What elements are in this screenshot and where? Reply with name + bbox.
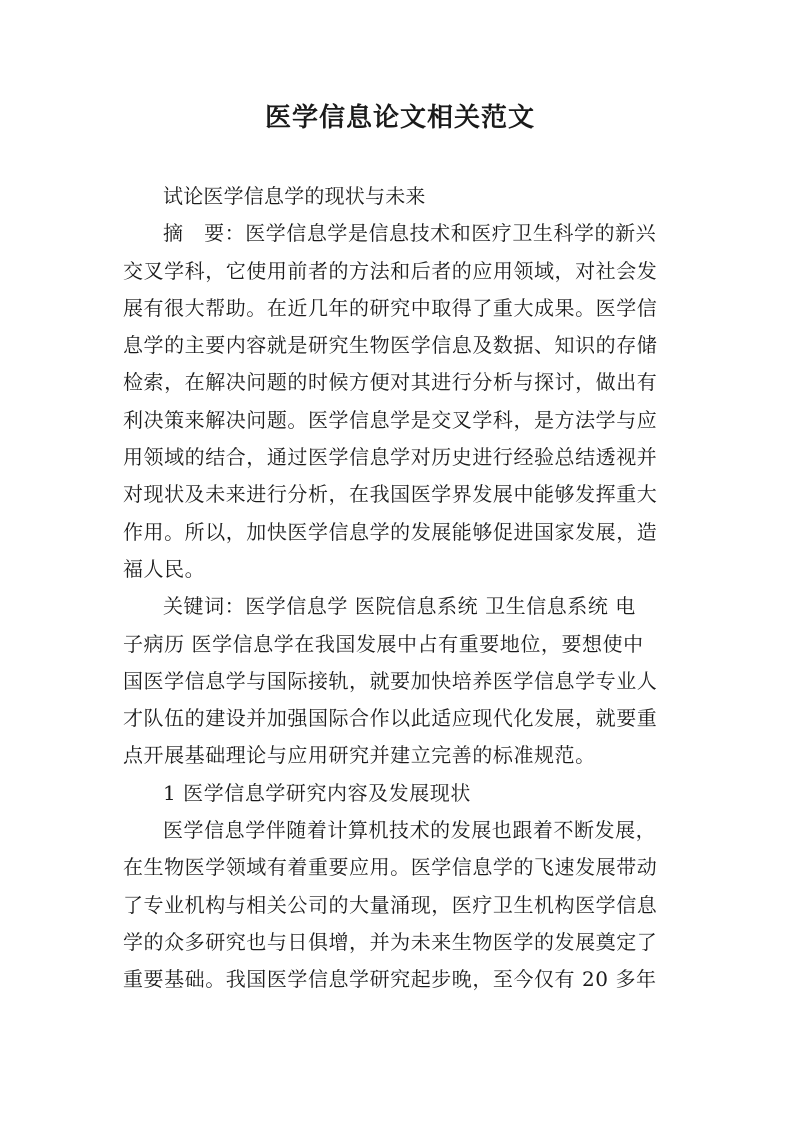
paragraph-line: 展有很大帮助。在近几年的研究中取得了重大成果。医学信 bbox=[123, 295, 658, 320]
paragraph-line: 检索，在解决问题的时候方便对其进行分析与探讨，做出有 bbox=[123, 370, 658, 395]
paragraph-line: 点开展基础理论与应用研究并建立完善的标准规范。 bbox=[123, 743, 596, 768]
paragraph-line: 医学信息学伴随着计算机技术的发展也跟着不断发展， bbox=[163, 818, 657, 843]
paragraph-line: 学的众多研究也与日俱增，并为未来生物医学的发展奠定了 bbox=[123, 929, 658, 954]
paragraph-line: 利决策来解决问题。医学信息学是交叉学科，是方法学与应 bbox=[123, 407, 658, 432]
paragraph-line: 对现状及未来进行分析，在我国医学界发展中能够发挥重大 bbox=[123, 482, 658, 507]
section-paragraph bbox=[123, 812, 683, 998]
paragraph-line: 息学的主要内容就是研究生物医学信息及数据、知识的存储 bbox=[123, 333, 658, 358]
paragraph-line: 重要基础。我国医学信息学研究起步晚，至今仅有 20 多年 bbox=[123, 967, 657, 992]
paragraph-line: 交叉学科，它使用前者的方法和后者的应用领域，对社会发 bbox=[123, 258, 658, 283]
paragraph-line: 福人民。 bbox=[123, 556, 206, 581]
document-body bbox=[123, 178, 683, 999]
abstract-paragraph bbox=[123, 215, 683, 588]
section-heading: 1 医学信息学研究内容及发展现状 bbox=[163, 780, 471, 805]
paragraph-line: 了专业机构与相关公司的大量涌现，医疗卫生机构医学信息 bbox=[123, 892, 658, 917]
paragraph-line: 才队伍的建设并加强国际合作以此适应现代化发展，就要重 bbox=[123, 706, 658, 731]
paragraph-line: 作用。所以，加快医学信息学的发展能够促进国家发展，造 bbox=[123, 519, 658, 544]
article-subtitle: 试论医学信息学的现状与未来 bbox=[163, 184, 426, 208]
paragraph-line: 摘 要：医学信息学是信息技术和医疗卫生科学的新兴 bbox=[163, 221, 657, 246]
paragraph-line: 子病历 医学信息学在我国发展中占有重要地位，要想使中 bbox=[123, 631, 644, 656]
paragraph-line: 关键词：医学信息学 医院信息系统 卫生信息系统 电 bbox=[163, 594, 636, 619]
keywords-paragraph bbox=[123, 588, 683, 774]
page-title: 医学信息论文相关范文 bbox=[264, 103, 535, 133]
paragraph-line: 在生物医学领域有着重要应用。医学信息学的飞速发展带动 bbox=[123, 855, 658, 880]
paragraph-line: 用领域的结合，通过医学信息学对历史进行经验总结透视并 bbox=[123, 445, 658, 470]
paragraph-line: 国医学信息学与国际接轨，就要加快培养医学信息学专业人 bbox=[123, 668, 658, 693]
